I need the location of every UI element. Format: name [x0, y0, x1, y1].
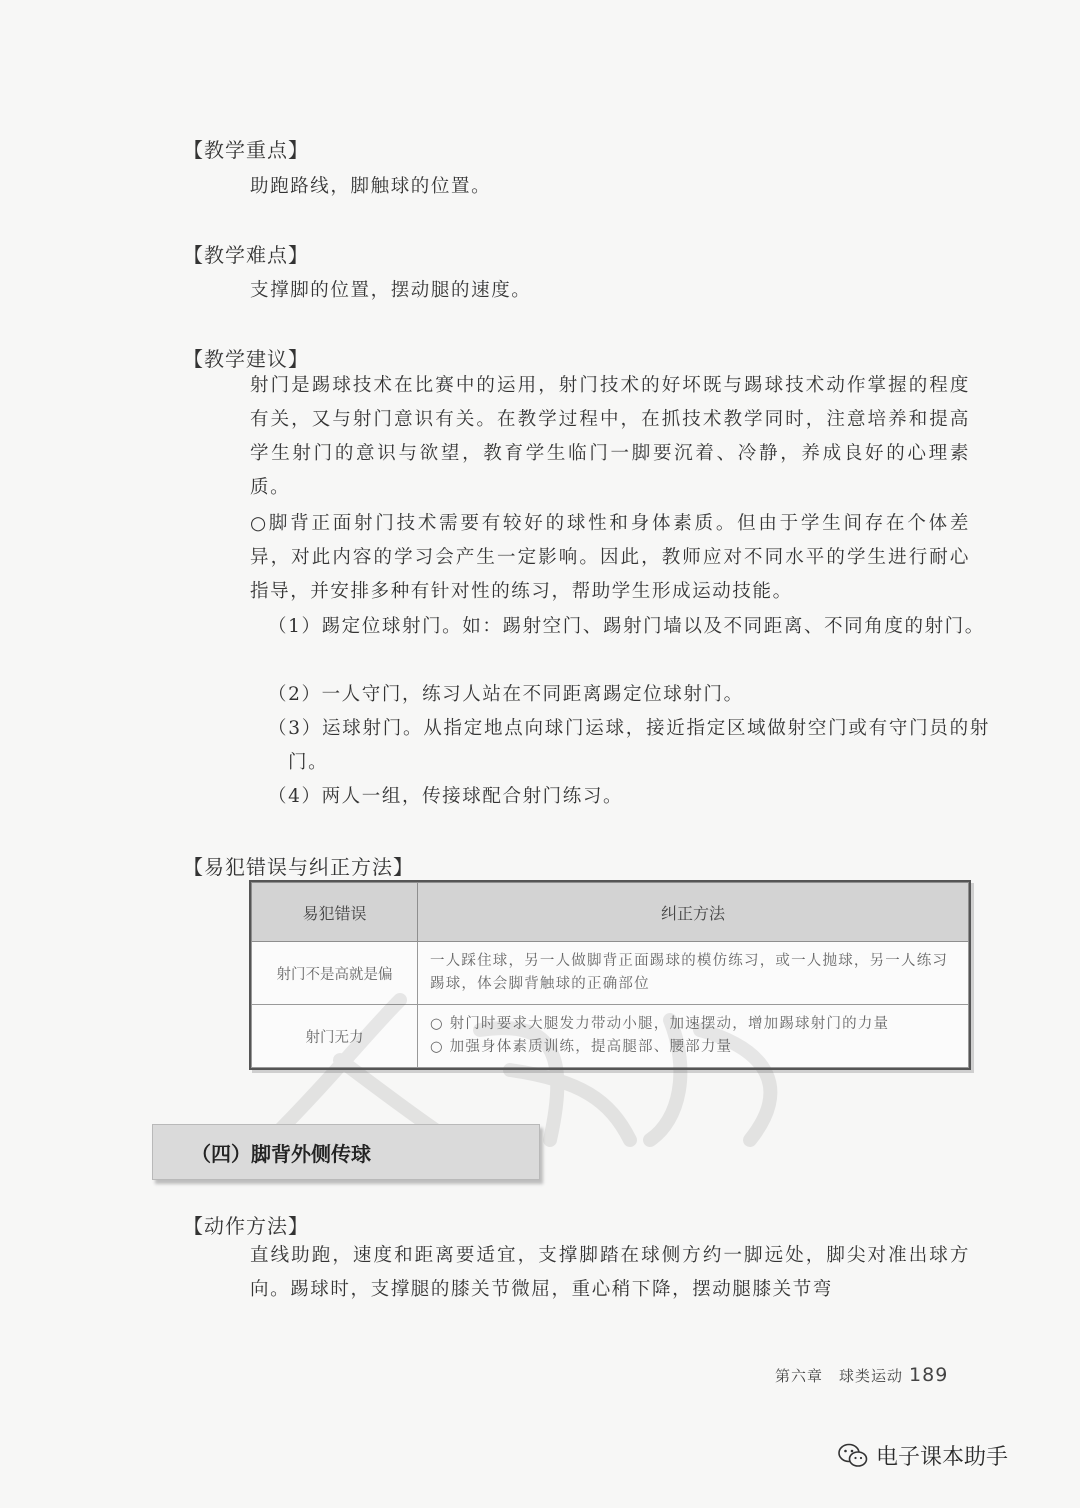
difficulties-text: 支撑脚的位置，摆动腿的速度。 [250, 280, 532, 301]
practice-item: （2）一人守门，练习人站在不同距离踢定位球射门。 [268, 684, 744, 705]
error-cell: 射门不是高就是偏 [252, 942, 418, 1005]
page-number: 189 [909, 1364, 949, 1386]
page-footer [775, 1364, 948, 1386]
fix-cell: ○ 射门时要求大腿发力带动小腿，加速摆动，增加踢球射门的力量 ○ 加强身体素质训练，提高腿部、腰部力量 [418, 1005, 969, 1068]
heading-key-points: 【教学重点】 [183, 138, 309, 162]
wechat-watermark [838, 1440, 1008, 1471]
fix-cell: 一人踩住球，另一人做脚背正面踢球的模仿练习，或一人抛球，另一人练习踢球，体会脚背触球的正确部位 [418, 942, 969, 1005]
practice-item: （1）踢定位球射门。如：踢射空门、踢射门墙以及不同距离、不同角度的射门。 [268, 616, 985, 637]
heading-suggestions: 【教学建议】 [183, 347, 309, 371]
key-points-text: 助跑路线，脚触球的位置。 [250, 176, 492, 197]
error-cell: 射门无力 [252, 1005, 418, 1068]
column-header-error: 易犯错误 [252, 883, 418, 942]
table-row [252, 942, 969, 1005]
section-title-box [152, 1124, 540, 1180]
practice-item: （3）运球射门。从指定地点向球门运球，接近指定区域做射空门或有守门员的射门。 [268, 718, 990, 773]
heading-method: 【动作方法】 [183, 1214, 309, 1238]
method-paragraph: 直线助跑，速度和距离要适宜，支撑脚踏在球侧方约一脚远处，脚尖对准出球方向。踢球时，支撑腿的膝关节微屈，重心稍下降，摆动腿膝关节弯 [250, 1245, 970, 1300]
table-row [252, 1005, 969, 1068]
suggestions-paragraph-2: ○脚背正面射门技术需要有较好的球性和身体素质。但由于学生间存在个体差异，对此内容的学习会产生一定影响。因此，教师应对不同水平的学生进行耐心指导，并安排多种有针对性的练习，帮助学生形成运动技能。 [250, 513, 970, 602]
practice-item: （4）两人一组，传接球配合射门练习。 [268, 786, 624, 807]
heading-errors: 【易犯错误与纠正方法】 [183, 855, 414, 879]
table-header-row [252, 883, 969, 942]
section-title: （四）脚背外侧传球 [191, 1141, 371, 1166]
chapter-label: 第六章 球类运动 [775, 1367, 904, 1385]
wechat-icon [838, 1443, 868, 1469]
column-header-fix: 纠正方法 [418, 883, 969, 942]
suggestions-paragraph: 射门是踢球技术在比赛中的运用，射门技术的好坏既与踢球技术动作掌握的程度有关，又与射门意识有关。在教学过程中，在抓技术教学同时，注意培养和提高学生射门的意识与欲望，教育学生临门一脚要沉着、冷静，养成良好的心理素质。 [250, 375, 970, 498]
wechat-account-name: 电子课本助手 [876, 1445, 1009, 1470]
errors-table [249, 880, 971, 1070]
heading-difficulties: 【教学难点】 [183, 243, 309, 267]
